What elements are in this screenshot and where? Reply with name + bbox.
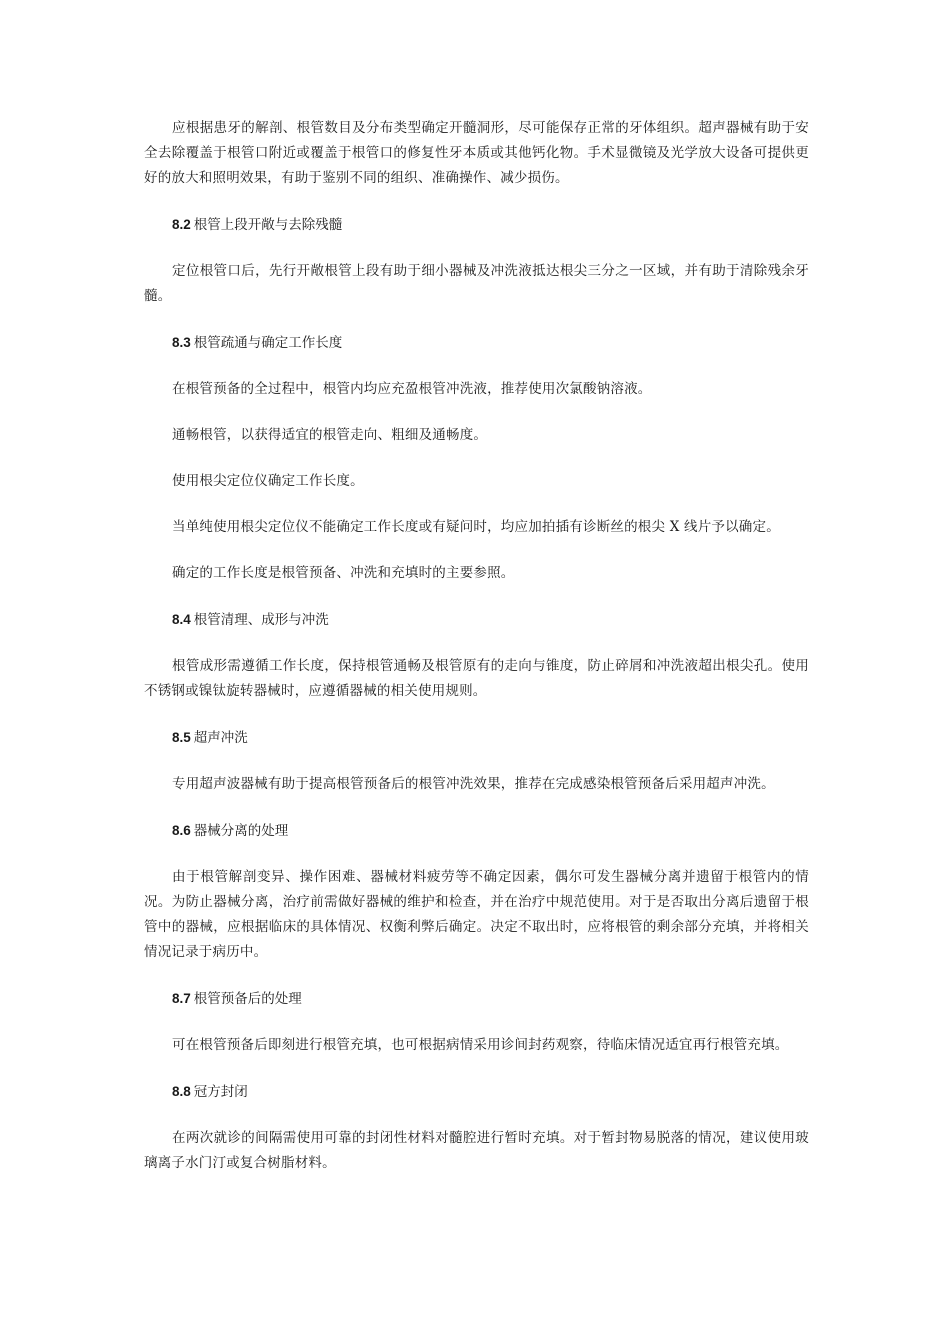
section-number: 8.2 (172, 217, 191, 232)
section-number: 8.6 (172, 823, 191, 838)
section-title: 根管上段开敞与去除残髓 (193, 217, 343, 233)
section-heading-8-7 (144, 986, 809, 1012)
section-title: 器械分离的处理 (193, 823, 289, 839)
paragraph-8-8: 在两次就诊的间隔需使用可靠的封闭性材料对髓腔进行暂时充填。对于暂封物易脱落的情况，建议使用玻璃离子水门汀或复合树脂材料。 (144, 1130, 809, 1171)
paragraph-8-3-e: 确定的工作长度是根管预备、冲洗和充填时的主要参照。 (172, 565, 515, 581)
paragraph-8-3-b: 通畅根管，以获得适宜的根管走向、粗细及通畅度。 (172, 427, 488, 443)
section-title: 冠方封闭 (193, 1084, 248, 1100)
paragraph-8-6: 由于根管解剖变异、操作困难、器械材料疲劳等不确定因素，偶尔可发生器械分离并遗留于根管内的情况。为防止器械分离，治疗前需做好器械的维护和检查，并在治疗中规范使用。对于是否取出分离后遗留于根管中的器械，应根据临床的具体情况、权衡利弊后确定。决定不取出时，应将根管的剩余部分充填，并将相关情况记录于病历中。 (144, 869, 809, 960)
section-title: 根管疏通与确定工作长度 (193, 335, 343, 351)
paragraph-8-2: 定位根管口后，先行开敞根管上段有助于细小器械及冲洗液抵达根尖三分之一区域，并有助于清除残余牙髓。 (144, 263, 809, 304)
section-title: 根管预备后的处理 (193, 991, 302, 1007)
section-heading-8-6 (144, 818, 809, 844)
section-number: 8.4 (172, 612, 191, 627)
paragraph-8-7: 可在根管预备后即刻进行根管充填，也可根据病情采用诊间封药观察，待临床情况适宜再行根管充填。 (172, 1037, 789, 1053)
paragraph-8-3-c: 使用根尖定位仪确定工作长度。 (172, 473, 364, 489)
section-number: 8.3 (172, 335, 191, 350)
section-title: 根管清理、成形与冲洗 (193, 612, 329, 628)
section-heading-8-3 (144, 330, 809, 356)
section-title: 超声冲洗 (193, 730, 248, 746)
paragraph-intro: 应根据患牙的解剖、根管数目及分布类型确定开髓洞形，尽可能保存正常的牙体组织。超声器械有助于安全去除覆盖于根管口附近或覆盖于根管口的修复性牙本质或其他钙化物。手术显微镜及光学放大设备可提供更好的放大和照明效果，有助于鉴别不同的组织、准确操作、减少损伤。 (144, 120, 809, 186)
paragraph-8-5: 专用超声波器械有助于提高根管预备后的根管冲洗效果，推荐在完成感染根管预备后采用超声冲洗。 (172, 776, 775, 792)
section-number: 8.5 (172, 730, 191, 745)
section-heading-8-2 (144, 212, 809, 238)
section-heading-8-4 (144, 607, 809, 633)
section-number: 8.7 (172, 991, 191, 1006)
section-heading-8-5 (144, 725, 809, 751)
document-page (144, 116, 809, 1197)
paragraph-8-4: 根管成形需遵循工作长度，保持根管通畅及根管原有的走向与锥度，防止碎屑和冲洗液超出根尖孔。使用不锈钢或镍钛旋转器械时，应遵循器械的相关使用规则。 (144, 658, 809, 699)
paragraph-8-3-a: 在根管预备的全过程中，根管内均应充盈根管冲洗液，推荐使用次氯酸钠溶液。 (172, 381, 652, 397)
section-number: 8.8 (172, 1084, 191, 1099)
paragraph-8-3-d: 当单纯使用根尖定位仪不能确定工作长度或有疑问时，均应加拍插有诊断丝的根尖 X 线片予以确定。 (172, 519, 780, 535)
section-heading-8-8 (144, 1079, 809, 1105)
